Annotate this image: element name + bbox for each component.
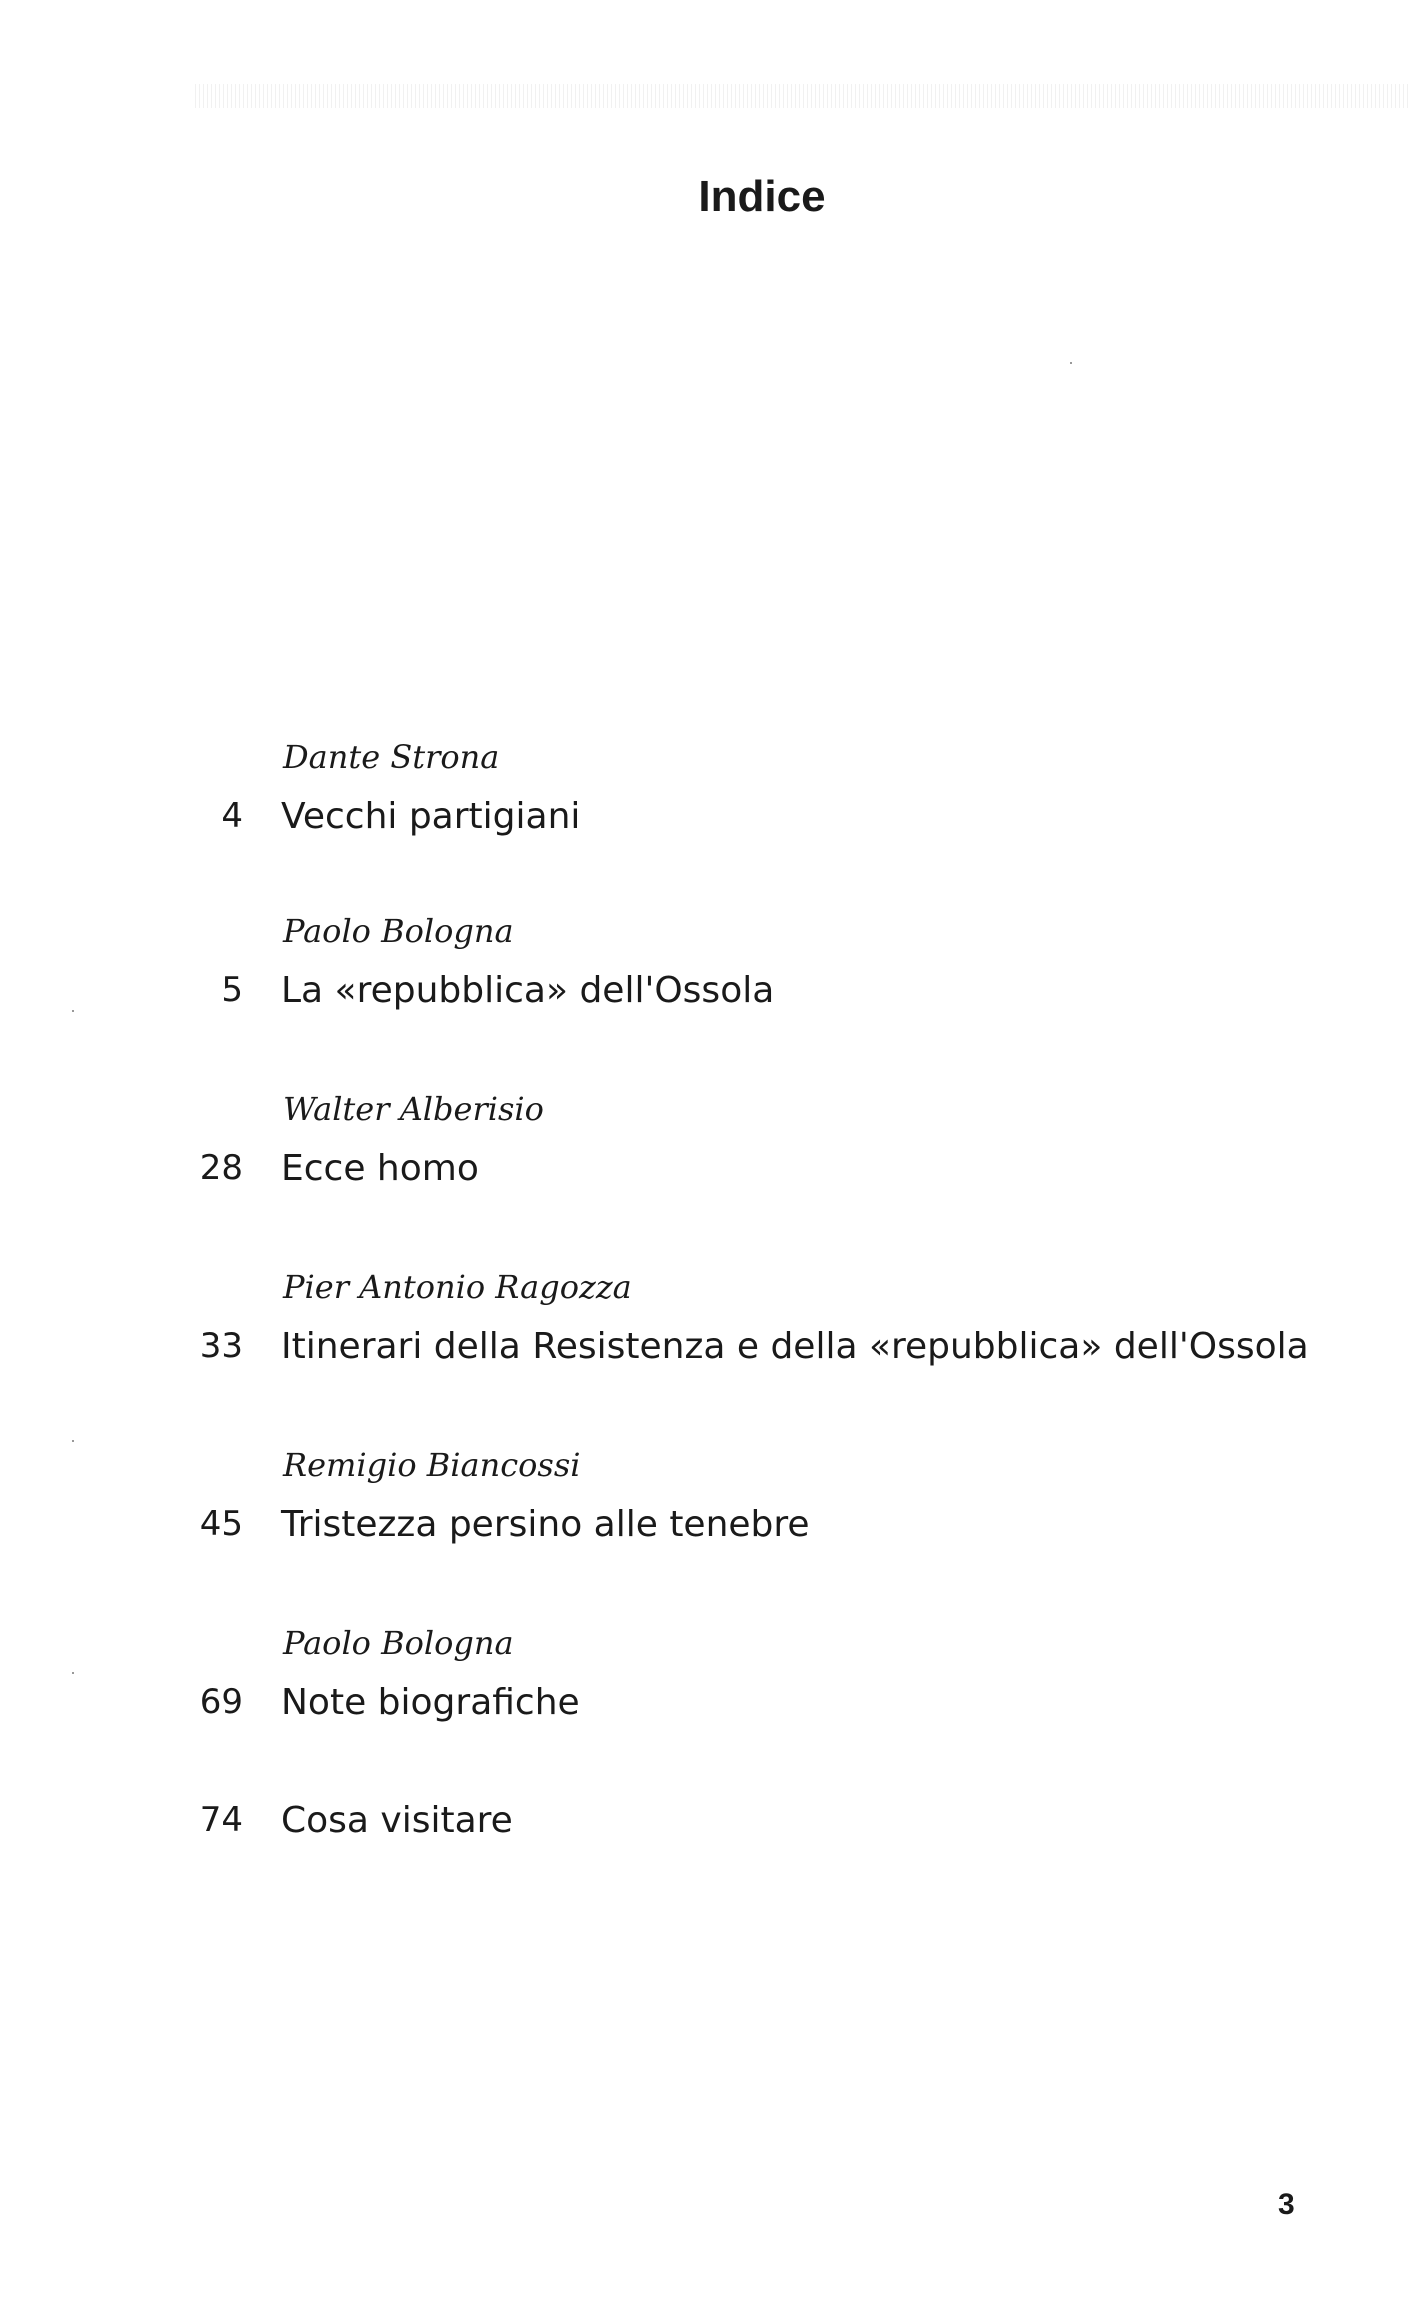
- toc-title: Tristezza persino alle tenebre: [281, 1504, 810, 1545]
- toc-title: Vecchi partigiani: [281, 796, 581, 837]
- page-folio-number: 3: [1278, 2188, 1295, 2221]
- toc-title: Cosa visitare: [281, 1800, 513, 1841]
- page-title: Indice: [698, 172, 826, 221]
- toc-title: Note biografiche: [281, 1682, 580, 1723]
- toc-page-number: 4: [221, 796, 243, 836]
- toc-page-number: 45: [199, 1504, 243, 1544]
- toc-author: Dante Strona: [283, 738, 500, 776]
- toc-page-number: 69: [199, 1682, 243, 1722]
- toc-author: Paolo Bologna: [283, 912, 514, 950]
- toc-author: Walter Alberisio: [283, 1090, 544, 1128]
- toc-page-number: 74: [199, 1800, 243, 1840]
- toc-title: La «repubblica» dell'Ossola: [281, 970, 775, 1011]
- toc-author: Paolo Bologna: [283, 1624, 514, 1662]
- toc-page-number: 5: [221, 970, 243, 1010]
- toc-page-number: 33: [199, 1326, 243, 1366]
- toc-author: Remigio Biancossi: [283, 1446, 581, 1484]
- toc-author: Pier Antonio Ragozza: [283, 1268, 632, 1306]
- toc-page-number: 28: [199, 1148, 243, 1188]
- toc-title: Ecce homo: [281, 1148, 479, 1189]
- toc-title: Itinerari della Resistenza e della «repubblica» dell'Ossola: [281, 1326, 1309, 1367]
